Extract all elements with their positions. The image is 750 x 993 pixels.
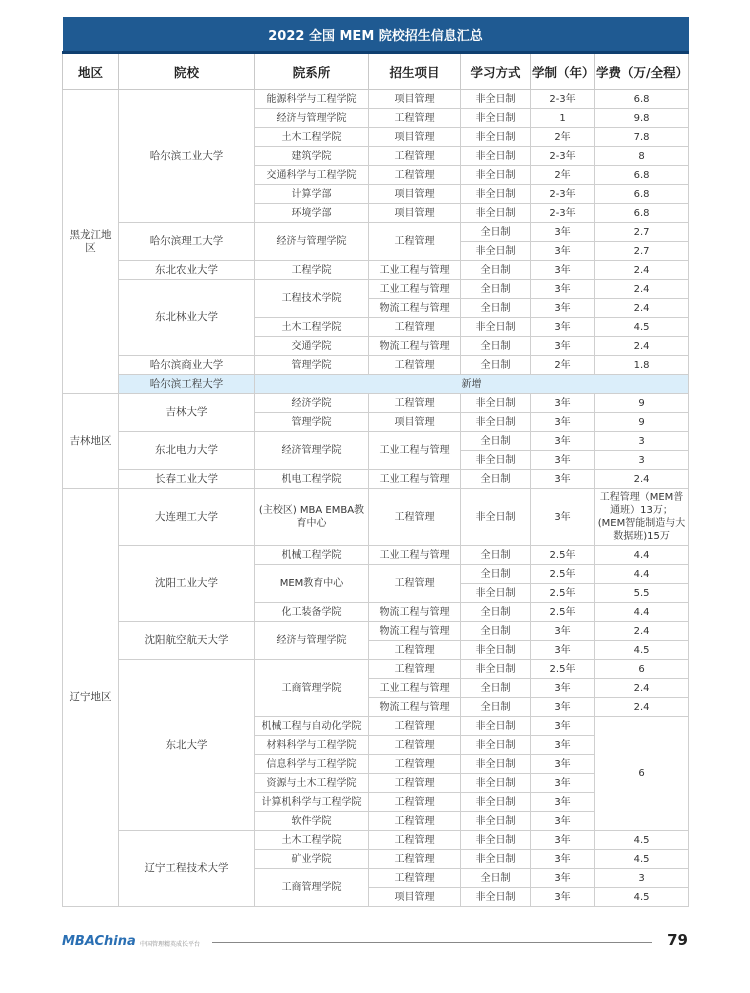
program-cell: 项目管理 <box>369 90 461 109</box>
program-cell: 工程管理 <box>369 223 461 261</box>
program-cell: 物流工程与管理 <box>369 622 461 641</box>
program-cell: 工程管理 <box>369 394 461 413</box>
program-cell: 工程管理 <box>369 166 461 185</box>
dept-cell: 计算机科学与工程学院 <box>255 793 369 812</box>
fee-cell: 6.8 <box>595 204 689 223</box>
program-cell: 工程管理 <box>369 755 461 774</box>
brand-logo: MBAChina <box>62 934 136 949</box>
mode-cell: 非全日制 <box>461 413 531 432</box>
dept-cell: 能源科学与工程学院 <box>255 90 369 109</box>
years-cell: 3年 <box>531 717 595 736</box>
fee-cell: 4.4 <box>595 565 689 584</box>
header-duration: 学制（年） <box>531 53 595 90</box>
mode-cell: 全日制 <box>461 470 531 489</box>
fee-cell: 4.5 <box>595 888 689 907</box>
mode-cell: 非全日制 <box>461 318 531 337</box>
mode-cell: 全日制 <box>461 565 531 584</box>
fee-cell: 2.4 <box>595 470 689 489</box>
fee-cell: 9 <box>595 394 689 413</box>
years-cell: 3年 <box>531 394 595 413</box>
years-cell: 2.5年 <box>531 546 595 565</box>
fee-cell: 2.4 <box>595 622 689 641</box>
fee-cell: 3 <box>595 451 689 470</box>
fee-cell: 4.5 <box>595 831 689 850</box>
dept-cell: 管理学院 <box>255 413 369 432</box>
dept-cell: (主校区) MBA EMBA教育中心 <box>255 489 369 546</box>
program-cell: 工程管理 <box>369 147 461 166</box>
mode-cell: 非全日制 <box>461 812 531 831</box>
program-cell: 工程管理 <box>369 565 461 603</box>
page-footer <box>62 930 688 954</box>
school-cell: 哈尔滨商业大学 <box>119 356 255 375</box>
years-cell: 3年 <box>531 451 595 470</box>
years-cell: 3年 <box>531 641 595 660</box>
program-cell: 项目管理 <box>369 185 461 204</box>
mode-cell: 全日制 <box>461 603 531 622</box>
years-cell: 3年 <box>531 489 595 546</box>
years-cell: 2-3年 <box>531 147 595 166</box>
program-cell: 物流工程与管理 <box>369 603 461 622</box>
fee-cell: 1.8 <box>595 356 689 375</box>
page-number: 79 <box>667 931 688 949</box>
dept-cell: 土木工程学院 <box>255 831 369 850</box>
school-cell: 大连理工大学 <box>119 489 255 546</box>
years-cell: 2.5年 <box>531 603 595 622</box>
dept-cell: 信息科学与工程学院 <box>255 755 369 774</box>
admissions-table <box>62 17 689 907</box>
table-row <box>63 394 689 413</box>
dept-cell: MEM教育中心 <box>255 565 369 603</box>
program-cell: 项目管理 <box>369 204 461 223</box>
dept-cell: 经济与管理学院 <box>255 223 369 261</box>
dept-cell: 交通科学与工程学院 <box>255 166 369 185</box>
fee-cell: 6 <box>595 717 689 831</box>
dept-cell: 管理学院 <box>255 356 369 375</box>
mode-cell: 全日制 <box>461 261 531 280</box>
program-cell: 工程管理 <box>369 109 461 128</box>
fee-cell: 9 <box>595 413 689 432</box>
years-cell: 2年 <box>531 166 595 185</box>
years-cell: 2年 <box>531 128 595 147</box>
years-cell: 2-3年 <box>531 185 595 204</box>
program-cell: 工程管理 <box>369 736 461 755</box>
program-cell: 工程管理 <box>369 850 461 869</box>
table-row <box>63 546 689 565</box>
dept-cell: 经济与管理学院 <box>255 622 369 660</box>
region-cell: 辽宁地区 <box>63 489 119 907</box>
mode-cell: 全日制 <box>461 622 531 641</box>
dept-cell: 计算学部 <box>255 185 369 204</box>
school-cell: 辽宁工程技术大学 <box>119 831 255 907</box>
program-cell: 工程管理 <box>369 812 461 831</box>
years-cell: 3年 <box>531 850 595 869</box>
header-program: 招生项目 <box>369 53 461 90</box>
mode-cell: 非全日制 <box>461 185 531 204</box>
program-cell: 工程管理 <box>369 356 461 375</box>
fee-cell: 2.7 <box>595 223 689 242</box>
header-region: 地区 <box>63 53 119 90</box>
program-cell: 项目管理 <box>369 128 461 147</box>
fee-cell: 2.7 <box>595 242 689 261</box>
table-row <box>63 622 689 641</box>
years-cell: 3年 <box>531 698 595 717</box>
header-tuition: 学费（万/全程） <box>595 53 689 90</box>
mode-cell: 非全日制 <box>461 204 531 223</box>
admissions-table-wrap <box>62 17 688 907</box>
school-cell: 哈尔滨工业大学 <box>119 90 255 223</box>
table-row <box>63 432 689 451</box>
program-cell: 工程管理 <box>369 489 461 546</box>
dept-cell: 经济与管理学院 <box>255 109 369 128</box>
program-cell: 项目管理 <box>369 413 461 432</box>
fee-cell: 4.5 <box>595 318 689 337</box>
mode-cell: 全日制 <box>461 299 531 318</box>
years-cell: 2.5年 <box>531 565 595 584</box>
years-cell: 3年 <box>531 888 595 907</box>
fee-cell: 6.8 <box>595 166 689 185</box>
school-cell: 东北林业大学 <box>119 280 255 356</box>
years-cell: 3年 <box>531 318 595 337</box>
years-cell: 3年 <box>531 755 595 774</box>
fee-cell: 6.8 <box>595 185 689 204</box>
school-cell: 哈尔滨工程大学 <box>119 375 255 394</box>
mode-cell: 全日制 <box>461 869 531 888</box>
fee-cell: 3 <box>595 869 689 888</box>
dept-cell: 土木工程学院 <box>255 318 369 337</box>
years-cell: 3年 <box>531 223 595 242</box>
years-cell: 3年 <box>531 337 595 356</box>
fee-cell: 4.5 <box>595 641 689 660</box>
fee-cell: 2.4 <box>595 337 689 356</box>
dept-cell: 材料科学与工程学院 <box>255 736 369 755</box>
program-cell: 工程管理 <box>369 641 461 660</box>
program-cell: 工程管理 <box>369 717 461 736</box>
mode-cell: 全日制 <box>461 223 531 242</box>
dept-cell: 建筑学院 <box>255 147 369 166</box>
mode-cell: 非全日制 <box>461 793 531 812</box>
years-cell: 2.5年 <box>531 660 595 679</box>
mode-cell: 非全日制 <box>461 717 531 736</box>
fee-cell: 5.5 <box>595 584 689 603</box>
table-row <box>63 489 689 546</box>
mode-cell: 全日制 <box>461 337 531 356</box>
years-cell: 3年 <box>531 812 595 831</box>
header-department: 院系所 <box>255 53 369 90</box>
years-cell: 3年 <box>531 470 595 489</box>
table-row <box>63 223 689 242</box>
mode-cell: 非全日制 <box>461 736 531 755</box>
school-cell: 长春工业大学 <box>119 470 255 489</box>
footer-divider <box>212 942 652 943</box>
mode-cell: 非全日制 <box>461 755 531 774</box>
mode-cell: 非全日制 <box>461 850 531 869</box>
school-cell: 沈阳航空航天大学 <box>119 622 255 660</box>
fee-cell: 7.8 <box>595 128 689 147</box>
dept-cell: 工商管理学院 <box>255 660 369 717</box>
years-cell: 3年 <box>531 679 595 698</box>
fee-cell: 2.4 <box>595 280 689 299</box>
mode-cell: 非全日制 <box>461 831 531 850</box>
years-cell: 3年 <box>531 280 595 299</box>
dept-cell: 土木工程学院 <box>255 128 369 147</box>
dept-cell: 环境学部 <box>255 204 369 223</box>
years-cell: 3年 <box>531 432 595 451</box>
mode-cell: 非全日制 <box>461 774 531 793</box>
mode-cell: 非全日制 <box>461 166 531 185</box>
table-title: 2022 全国 MEM 院校招生信息汇总 <box>63 17 689 53</box>
brand-tagline: 中国管理精英成长平台 <box>140 941 201 948</box>
program-cell: 工程管理 <box>369 774 461 793</box>
dept-cell: 交通学院 <box>255 337 369 356</box>
dept-cell: 矿业学院 <box>255 850 369 869</box>
fee-cell: 2.4 <box>595 698 689 717</box>
mode-cell: 非全日制 <box>461 128 531 147</box>
dept-cell: 经济学院 <box>255 394 369 413</box>
mode-cell: 全日制 <box>461 356 531 375</box>
fee-cell: 2.4 <box>595 261 689 280</box>
program-cell: 工业工程与管理 <box>369 679 461 698</box>
dept-cell: 工商管理学院 <box>255 869 369 907</box>
mode-cell: 全日制 <box>461 546 531 565</box>
program-cell: 工业工程与管理 <box>369 280 461 299</box>
dept-cell: 机电工程学院 <box>255 470 369 489</box>
table-row <box>63 90 689 109</box>
table-row-new <box>63 375 689 394</box>
table-row <box>63 280 689 299</box>
mode-cell: 全日制 <box>461 432 531 451</box>
years-cell: 3年 <box>531 774 595 793</box>
header-school: 院校 <box>119 53 255 90</box>
years-cell: 3年 <box>531 622 595 641</box>
years-cell: 3年 <box>531 793 595 812</box>
program-cell: 物流工程与管理 <box>369 299 461 318</box>
fee-cell: 9.8 <box>595 109 689 128</box>
mode-cell: 非全日制 <box>461 489 531 546</box>
table-row <box>63 831 689 850</box>
mode-cell: 非全日制 <box>461 641 531 660</box>
mode-cell: 非全日制 <box>461 451 531 470</box>
years-cell: 3年 <box>531 831 595 850</box>
years-cell: 2-3年 <box>531 90 595 109</box>
mode-cell: 全日制 <box>461 280 531 299</box>
school-cell: 沈阳工业大学 <box>119 546 255 622</box>
program-cell: 工程管理 <box>369 869 461 888</box>
fee-cell: 4.4 <box>595 546 689 565</box>
fee-cell: 4.4 <box>595 603 689 622</box>
program-cell: 工业工程与管理 <box>369 261 461 280</box>
program-cell: 项目管理 <box>369 888 461 907</box>
region-cell: 吉林地区 <box>63 394 119 489</box>
program-cell: 工程管理 <box>369 660 461 679</box>
mode-cell: 非全日制 <box>461 147 531 166</box>
fee-cell: 6.8 <box>595 90 689 109</box>
fee-cell: 工程管理（MEM普通班）13万；(MEM智能制造与大数据班)15万 <box>595 489 689 546</box>
dept-cell: 经济管理学院 <box>255 432 369 470</box>
dept-cell: 机械工程学院 <box>255 546 369 565</box>
years-cell: 2.5年 <box>531 584 595 603</box>
years-cell: 1 <box>531 109 595 128</box>
dept-cell: 机械工程与自动化学院 <box>255 717 369 736</box>
mode-cell: 非全日制 <box>461 109 531 128</box>
years-cell: 3年 <box>531 413 595 432</box>
school-cell: 哈尔滨理工大学 <box>119 223 255 261</box>
mode-cell: 非全日制 <box>461 888 531 907</box>
fee-cell: 4.5 <box>595 850 689 869</box>
school-cell: 东北电力大学 <box>119 432 255 470</box>
mode-cell: 全日制 <box>461 698 531 717</box>
mode-cell: 非全日制 <box>461 90 531 109</box>
years-cell: 3年 <box>531 242 595 261</box>
dept-cell: 软件学院 <box>255 812 369 831</box>
program-cell: 工程管理 <box>369 831 461 850</box>
fee-cell: 8 <box>595 147 689 166</box>
table-row <box>63 660 689 679</box>
new-badge: 新增 <box>255 375 689 394</box>
program-cell: 工业工程与管理 <box>369 470 461 489</box>
program-cell: 工程管理 <box>369 318 461 337</box>
mode-cell: 全日制 <box>461 679 531 698</box>
years-cell: 2年 <box>531 356 595 375</box>
years-cell: 3年 <box>531 299 595 318</box>
school-cell: 东北农业大学 <box>119 261 255 280</box>
mode-cell: 非全日制 <box>461 242 531 261</box>
fee-cell: 2.4 <box>595 299 689 318</box>
mode-cell: 非全日制 <box>461 584 531 603</box>
program-cell: 工业工程与管理 <box>369 546 461 565</box>
table-row <box>63 356 689 375</box>
mode-cell: 非全日制 <box>461 660 531 679</box>
table-row <box>63 261 689 280</box>
fee-cell: 3 <box>595 432 689 451</box>
fee-cell: 2.4 <box>595 679 689 698</box>
years-cell: 3年 <box>531 261 595 280</box>
school-cell: 吉林大学 <box>119 394 255 432</box>
school-cell: 东北大学 <box>119 660 255 831</box>
program-cell: 工程管理 <box>369 793 461 812</box>
dept-cell: 化工装备学院 <box>255 603 369 622</box>
years-cell: 3年 <box>531 736 595 755</box>
table-row <box>63 470 689 489</box>
years-cell: 2-3年 <box>531 204 595 223</box>
mode-cell: 非全日制 <box>461 394 531 413</box>
program-cell: 工业工程与管理 <box>369 432 461 470</box>
region-cell: 黑龙江地区 <box>63 90 119 394</box>
dept-cell: 资源与土木工程学院 <box>255 774 369 793</box>
fee-cell: 6 <box>595 660 689 679</box>
program-cell: 物流工程与管理 <box>369 337 461 356</box>
header-study-mode: 学习方式 <box>461 53 531 90</box>
years-cell: 3年 <box>531 869 595 888</box>
dept-cell: 工程技术学院 <box>255 280 369 318</box>
program-cell: 物流工程与管理 <box>369 698 461 717</box>
dept-cell: 工程学院 <box>255 261 369 280</box>
